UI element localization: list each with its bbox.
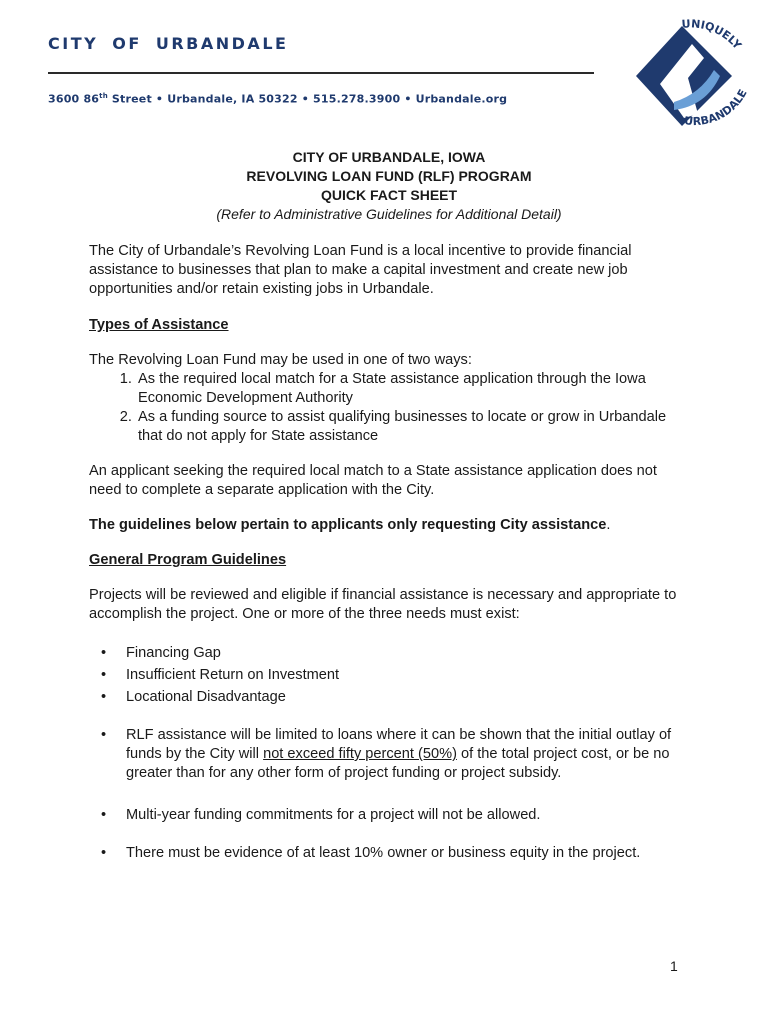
intro-paragraph: The City of Urbandale’s Revolving Loan Fund is a local incentive to provide financial assistance to businesses that plan to make a capital investment and create new job opportunities and/or retain existing jobs in Urbandale. — [89, 243, 632, 297]
logo-text-uniquely: UNIQUELY — [681, 17, 744, 52]
guideline-equity: • There must be evidence of at least 10% owner or business equity in the project. — [89, 844, 689, 863]
need-item-2: • Insufficient Return on Investment — [89, 664, 689, 686]
uniquely-urbandale-logo — [630, 14, 758, 134]
fifty-percent-text: not exceed fifty percent (50%) — [263, 746, 457, 762]
guideline-multi-year: • Multi-year funding commitments for a project will not be allowed. — [89, 806, 689, 825]
need-item-1: • Financing Gap — [89, 642, 689, 664]
title-program: REVOLVING LOAN FUND (RLF) PROGRAM — [246, 168, 532, 184]
types-note: An applicant seeking the required local match to a State assistance application does not need to complete a separate application with the City. — [89, 463, 657, 498]
letterhead-title: CITY OF URBANDALE — [48, 34, 289, 53]
general-heading: General Program Guidelines — [89, 552, 287, 568]
needs-list — [89, 642, 689, 708]
address-ordinal: th — [99, 92, 108, 100]
guideline-rlf-limit: • RLF assistance will be limited to loans where it can be shown that the initial outlay of funds by the City will not exceed fifty percent (50%) of the total project cost, or be no greater than for any other form of project funding or project subsidy. — [89, 726, 689, 783]
need-item-3: • Locational Disadvantage — [89, 686, 689, 708]
types-lead: The Revolving Loan Fund may be used in one of two ways: — [89, 352, 472, 368]
types-heading: Types of Assistance — [89, 317, 229, 333]
guidelines-list — [89, 726, 689, 863]
page-number: 1 — [670, 958, 678, 974]
logo-text-urbandale: URBANDALE — [683, 87, 750, 129]
types-item-2: 2. As a funding source to assist qualifying businesses to locate or grow in Urbandale that do not apply for State assistance — [136, 408, 689, 446]
title-fact-sheet: QUICK FACT SHEET — [320, 187, 458, 203]
types-list — [89, 370, 689, 446]
general-lead: Projects will be reviewed and eligible if financial assistance is necessary and appropriate to accomplish the project. One or more of the three needs must exist: — [89, 587, 677, 622]
title-subtitle: (Refer to Administrative Guidelines for Additional Detail) — [216, 206, 562, 222]
types-bold-note: The guidelines below pertain to applicants only requesting City assistance. — [89, 517, 611, 533]
title-city: CITY OF URBANDALE, IOWA — [292, 149, 486, 165]
address-rest: Street • Urbandale, IA 50322 • 515.278.3900 • Urbandale.org — [107, 92, 508, 106]
types-item-1: 1. As the required local match for a State assistance application through the Iowa Economic Development Authority — [136, 370, 689, 408]
letterhead-address — [48, 92, 507, 106]
address-number: 3600 86 — [48, 92, 100, 106]
document-body — [89, 140, 689, 863]
letterhead-rule — [48, 72, 594, 74]
